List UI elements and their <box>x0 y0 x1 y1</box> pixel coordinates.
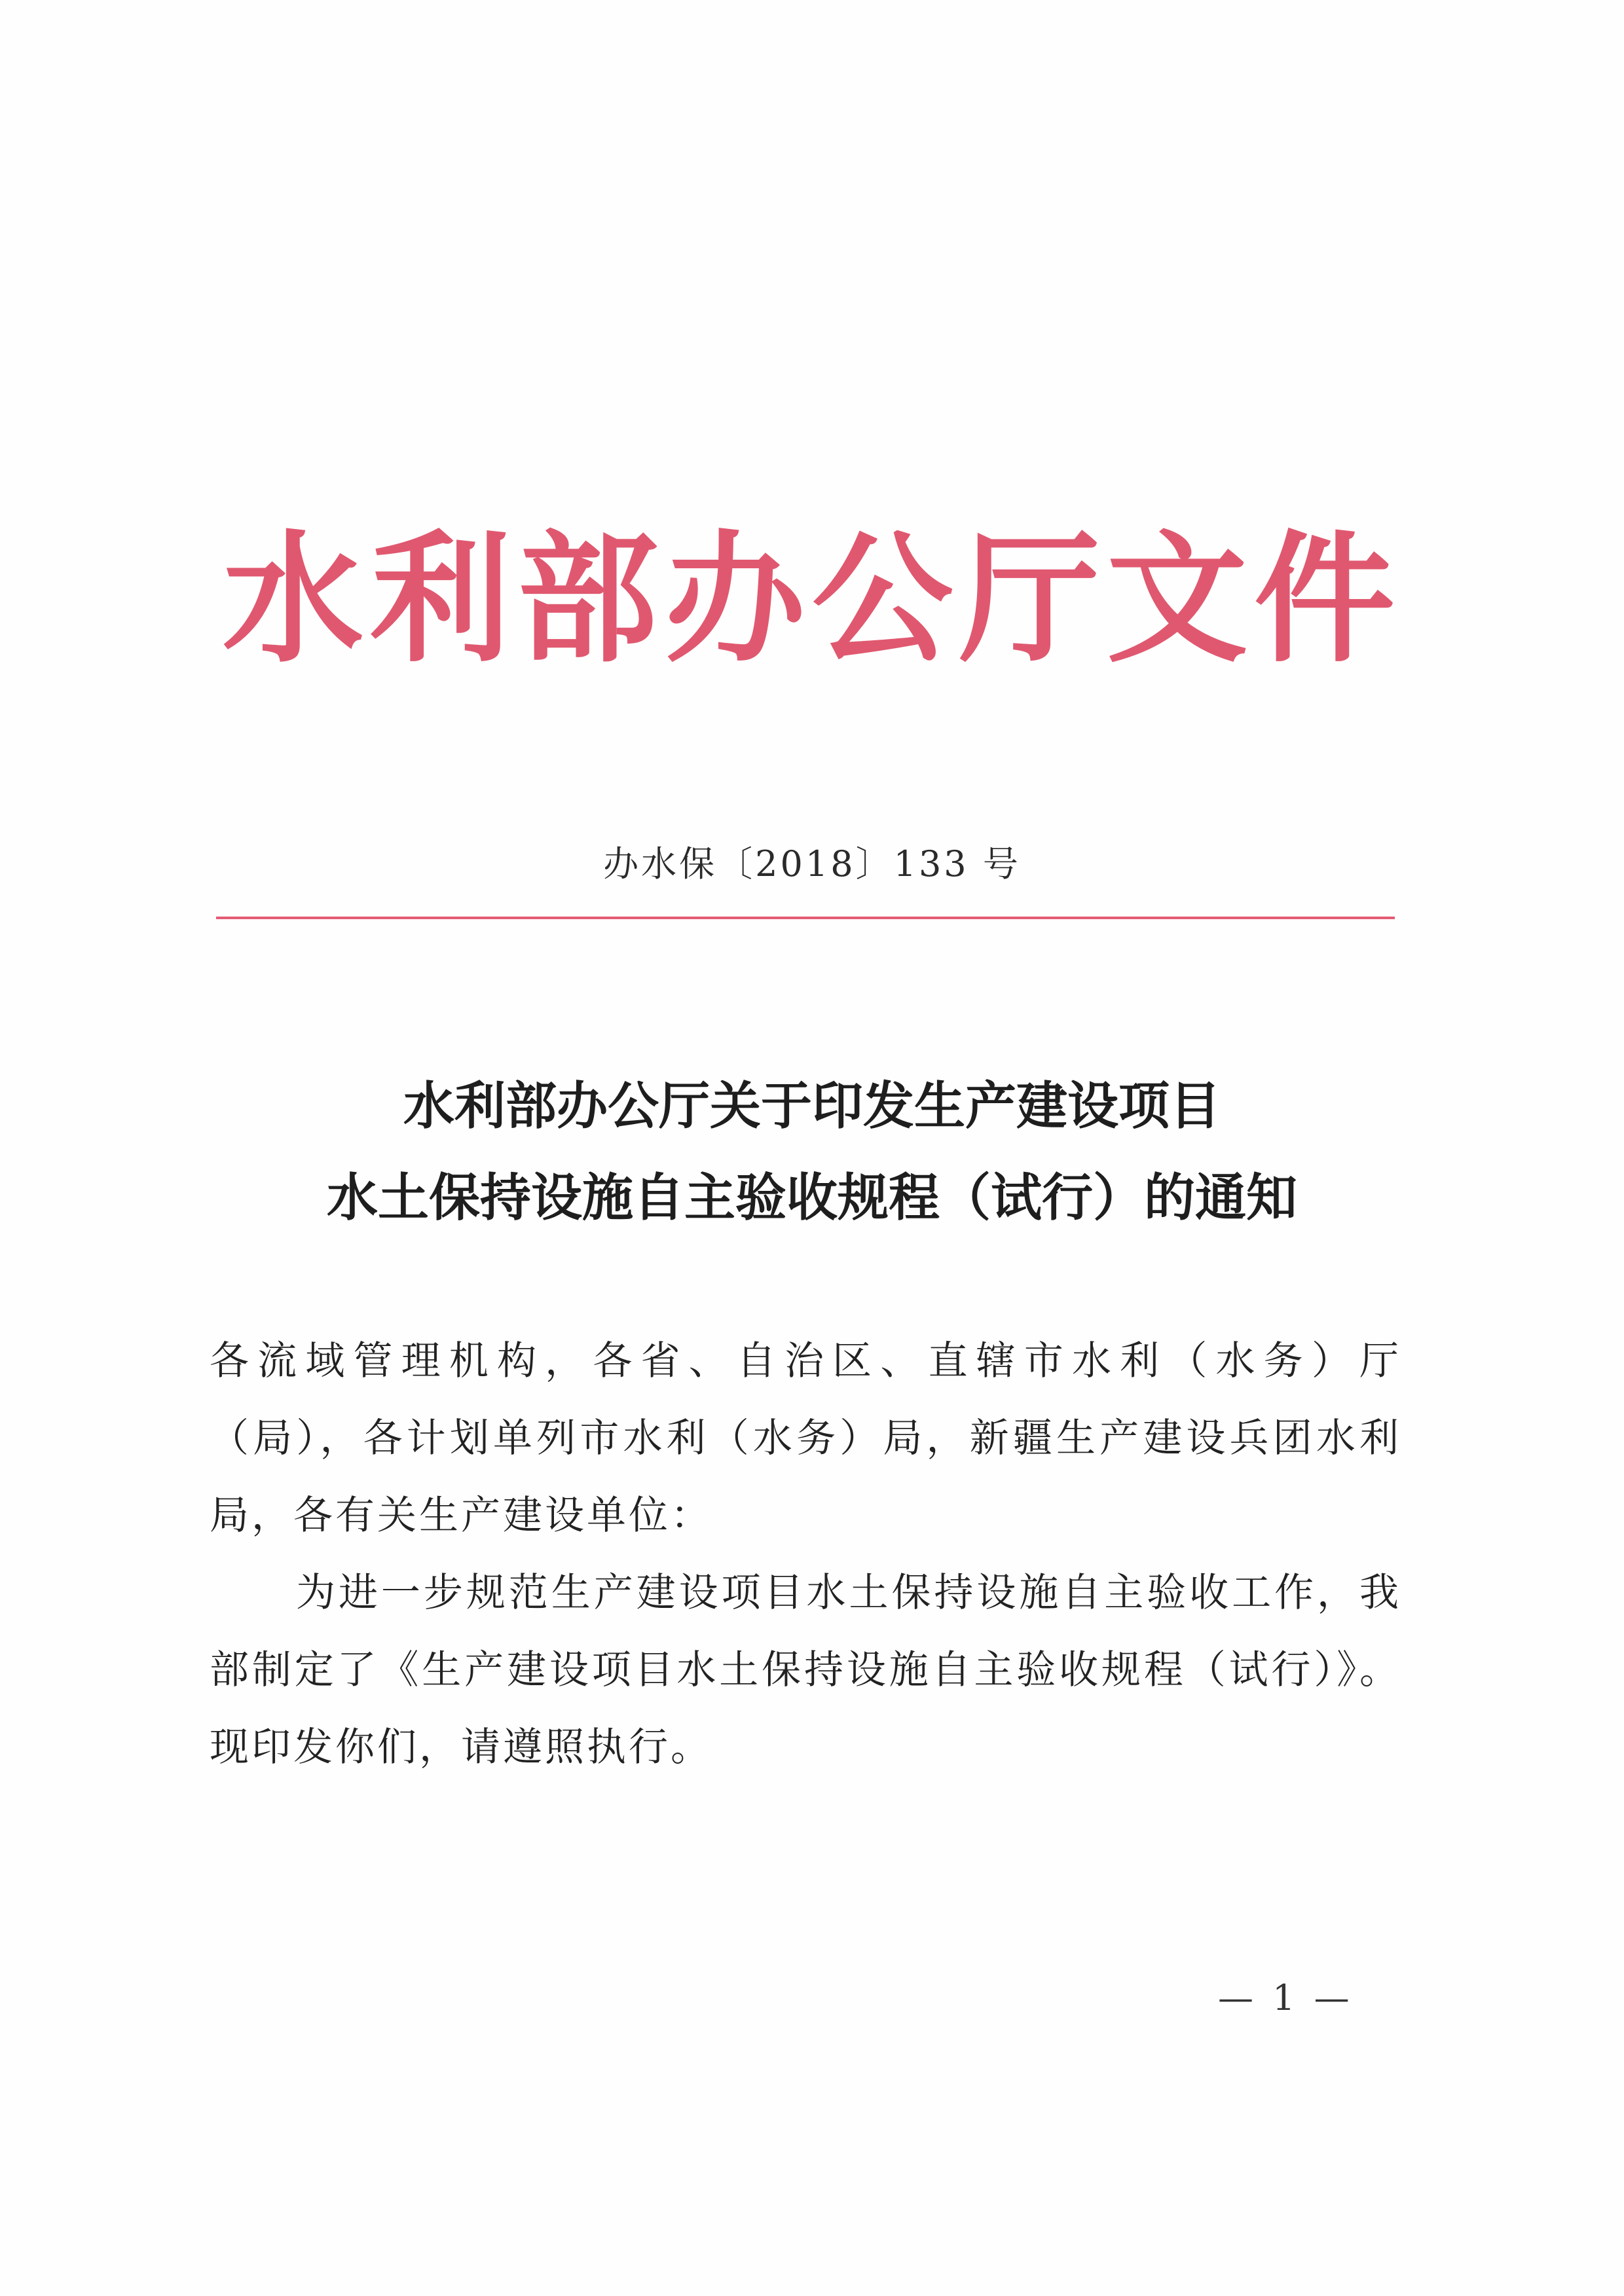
document-body <box>210 1322 1401 1786</box>
salutation: 各流域管理机构，各省、自治区、直辖市水利（水务）厅（局），各计划单列市水利（水务）局，新疆生产建设兵团水利局，各有关生产建设单位： <box>210 1338 1401 1539</box>
page-number: — 1 — <box>1218 1977 1354 2018</box>
subject-line-1: 水利部办公厅关于印发生产建设项目 <box>403 1076 1221 1136</box>
body-paragraph: 为进一步规范生产建设项目水土保持设施自主验收工作，我部制定了《生产建设项目水土保持设施自主验收规程（试行）》。现印发你们，请遵照执行。 <box>210 1570 1401 1770</box>
subject-line-2: 水土保持设施自主验收规程（试行）的通知 <box>326 1168 1297 1228</box>
document-subject <box>0 1061 1624 1244</box>
red-divider-line <box>216 917 1395 919</box>
issuer-header-title: 水利部办公厅文件 <box>223 516 1401 682</box>
document-number: 办水保〔2018〕133 号 <box>603 843 1021 884</box>
